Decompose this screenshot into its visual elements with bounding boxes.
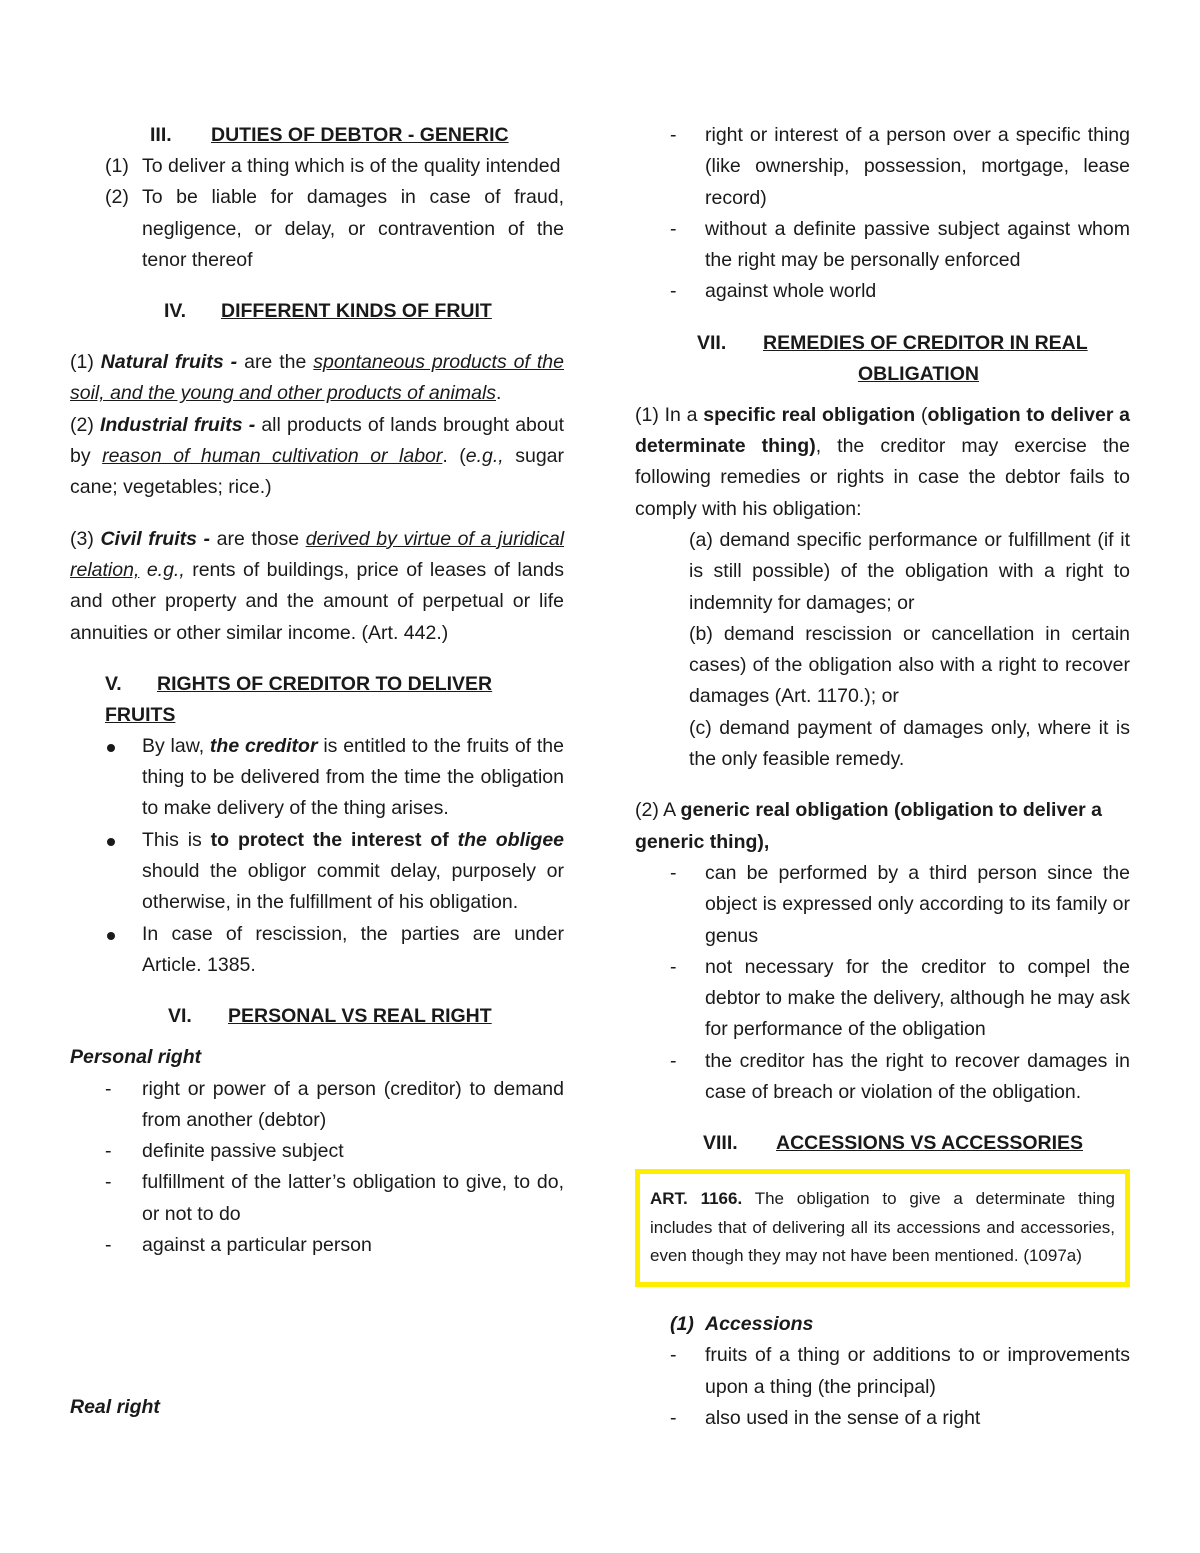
text: . [496, 382, 502, 405]
dash-text: right or interest of a person over a specific thing (like ownership, possession, mortgage, lease record) [705, 124, 1130, 209]
bullet-dot-icon [107, 731, 142, 825]
dash-marker: - [670, 861, 677, 884]
natural-fruits-paragraph [70, 347, 564, 410]
dash-marker: - [670, 1049, 677, 1072]
remedy-item: (c) demand payment of damages only, where it is the only feasible remedy. [689, 716, 1130, 771]
dash-text: definite passive subject [142, 1140, 344, 1163]
bullet-item [70, 731, 564, 825]
dash-item [635, 1046, 1130, 1109]
dash-item [635, 1403, 1130, 1434]
section-title: OBLIGATION [858, 362, 979, 385]
bullet-dot-icon [107, 919, 142, 982]
dash-marker: - [670, 1406, 677, 1429]
dash-text: the creditor has the right to recover damages in case of breach or violation of the obligation. [705, 1049, 1130, 1104]
bullet-item [70, 919, 564, 982]
section-heading-vii-cont [635, 359, 1130, 390]
generic-real-obligation-paragraph: (2) A generic real obligation (obligation to deliver a generic thing), [635, 799, 1103, 853]
section-title: ACCESSIONS VS ACCESSORIES [776, 1132, 1084, 1155]
text: all products of lands brought about by [70, 413, 565, 468]
definition-text: derived by virtue of a juridical relation, [70, 527, 565, 581]
list-text: To deliver a thing which is of the quality intended [142, 155, 561, 177]
civil-fruits-paragraph [70, 524, 564, 649]
definition-text: reason of human cultivation or labor [102, 445, 443, 468]
dash-item [635, 214, 1130, 277]
eg-text: e.g., [146, 558, 185, 581]
dash-item [635, 952, 1130, 1046]
term-civil-fruits: Civil fruits - [100, 527, 211, 550]
bullet-text: In case of rescission, the parties are under Article. 1385. [142, 922, 564, 976]
section-number: VIII. [703, 1132, 738, 1155]
section-number: VII. [697, 331, 727, 354]
dash-text: fulfillment of the latter’s obligation to give, to do, or not to do [142, 1171, 564, 1225]
dash-item [70, 1136, 564, 1167]
section-heading-viii [635, 1128, 1130, 1159]
dash-text: right or power of a person (creditor) to demand from another (debtor) [142, 1077, 564, 1131]
dash-text: without a definite passive subject against whom the right may be personally enforced [705, 217, 1130, 272]
dash-text: fruits of a thing or additions to or improvements upon a thing (the principal) [705, 1344, 1130, 1398]
section-heading-vii [635, 328, 1130, 359]
accessions-heading: (1) Accessions [670, 1312, 814, 1335]
text: sugar cane; vegetables; rice.) [70, 445, 564, 499]
dash-marker: - [670, 124, 677, 146]
section-heading-v [70, 669, 564, 731]
text: rents of buildings, price of leases of lands and other property and the amount of perpetual or life annuities or other similar income. (Art. 442.) [70, 558, 565, 644]
section-number: VI. [168, 1005, 192, 1028]
eg-text: e.g., [465, 445, 504, 468]
bullet-dot-icon [107, 825, 142, 919]
dash-marker: - [670, 1344, 677, 1367]
left-column [70, 120, 565, 1418]
real-right-label: Real right [70, 1396, 160, 1418]
section-number: III. [150, 124, 172, 146]
item-marker: (3) [70, 527, 94, 550]
text: are the [244, 351, 307, 374]
personal-right-label: Personal right [70, 1046, 202, 1069]
dash-marker: - [105, 1140, 112, 1163]
dash-marker: - [670, 955, 677, 978]
bullet-text: By law, the creditor is entitled to the fruits of the thing to be delivered from the time the obligation to make delivery of the thing arises. [142, 734, 564, 820]
dash-item [635, 858, 1130, 952]
list-item [70, 151, 564, 182]
text: . ( [442, 445, 466, 468]
dash-marker: - [105, 1171, 112, 1194]
section-heading-vi [70, 1001, 564, 1032]
article-text: The obligation to give a determinate thing includes that of delivering all its accessions and accessories, even though they may not have been mentioned. (1097a) [650, 1189, 1116, 1265]
dash-item [635, 276, 1130, 307]
dash-marker: - [105, 1077, 112, 1100]
term-natural-fruits: Natural fruits - [100, 351, 238, 374]
item-marker: (1) [70, 351, 94, 374]
article-label: ART. 1166. [650, 1189, 743, 1209]
list-marker: (1) [105, 155, 129, 177]
section-title: DUTIES OF DEBTOR - GENERIC [211, 124, 509, 146]
dash-marker: - [105, 1234, 112, 1257]
dash-item [70, 1230, 564, 1261]
dash-text: against a particular person [142, 1234, 372, 1257]
dash-item [635, 1340, 1130, 1403]
remedy-item: (b) demand rescission or cancellation in certain cases) of the obligation also with a right to recover damages (Art. 1170.); or [689, 622, 1130, 708]
dash-marker: - [670, 280, 677, 303]
section-heading-iii [70, 120, 564, 151]
definition-text: spontaneous products of the soil, and the young and other products of animals [70, 351, 564, 405]
article-1166-box [635, 1169, 1130, 1287]
section-title: PERSONAL VS REAL RIGHT [228, 1005, 492, 1028]
text: are those [216, 527, 300, 550]
bullet-text: This is to protect the interest of the obligee should the obligor commit delay, purposely or otherwise, in the fulfillment of his obligation. [142, 828, 565, 914]
specific-real-obligation-paragraph: (1) In a specific real obligation (obligation to deliver a determinate thing), the creditor may exercise the following remedies or rights in case the debtor fails to comply with his obligation: [635, 403, 1131, 520]
section-heading-iv [70, 296, 564, 327]
dash-text: also used in the sense of a right [705, 1406, 981, 1429]
dash-item [70, 1074, 564, 1137]
section-title: RIGHTS OF CREDITOR TO DELIVER FRUITS [105, 672, 493, 726]
right-column [635, 120, 1130, 1434]
industrial-fruits-paragraph [70, 410, 564, 504]
bullet-item [70, 825, 564, 919]
section-title: REMEDIES OF CREDITOR IN REAL [763, 331, 1088, 354]
list-item [70, 182, 564, 276]
dash-text: against whole world [705, 280, 877, 303]
term-industrial-fruits: Industrial fruits - [99, 413, 256, 436]
item-marker: (2) [70, 413, 94, 436]
section-number: IV. [164, 300, 187, 323]
list-text: To be liable for damages in case of fraud, negligence, or delay, or contravention of the tenor thereof [142, 186, 564, 271]
dash-item [635, 120, 1130, 214]
dash-item [70, 1167, 564, 1230]
section-number: V. [105, 672, 122, 695]
dash-text: can be performed by a third person since the object is expressed only according to its family or genus [705, 861, 1130, 947]
section-title: DIFFERENT KINDS OF FRUIT [221, 300, 492, 323]
dash-marker: - [670, 217, 677, 240]
remedy-item: (a) demand specific performance or fulfillment (if it is still possible) of the obligation with a right to indemnity for damages; or [689, 528, 1130, 614]
list-marker: (2) [105, 186, 129, 209]
dash-text: not necessary for the creditor to compel the debtor to make the delivery, although he may ask for performance of the obligation [705, 955, 1130, 1041]
